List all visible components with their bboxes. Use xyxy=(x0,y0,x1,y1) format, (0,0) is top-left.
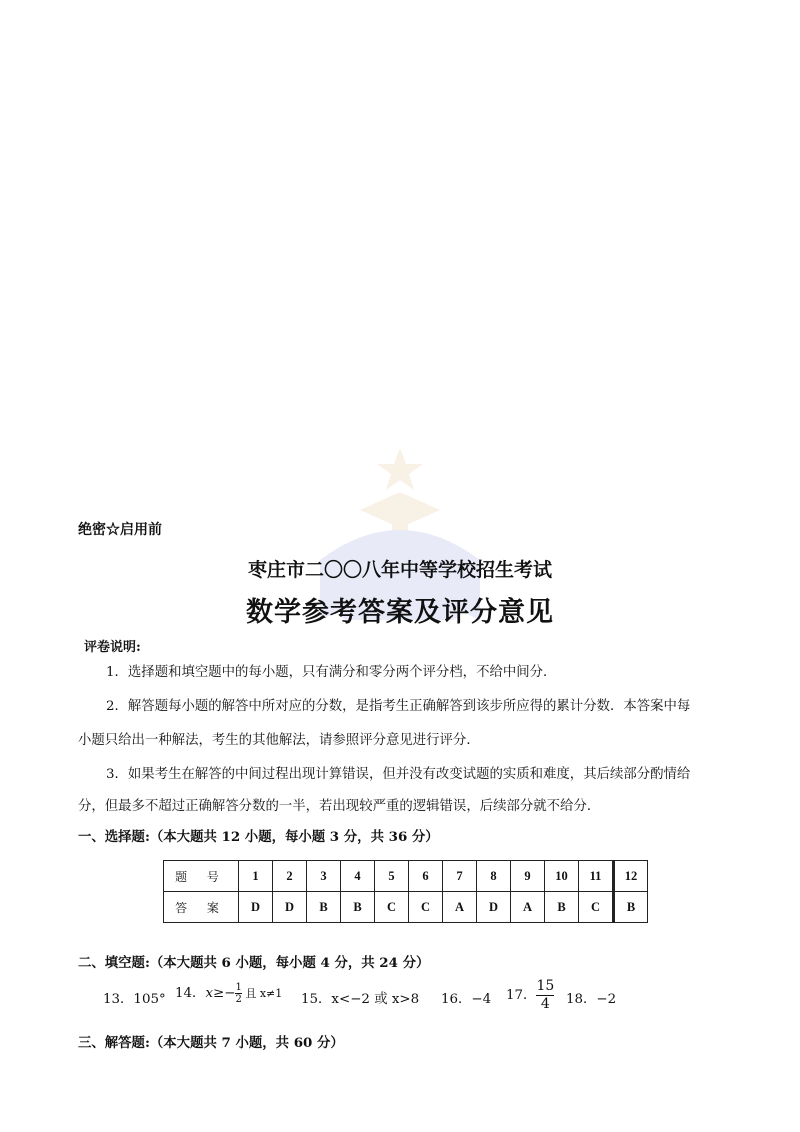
note-item-2-line-1: 2．解答题每小题的解答中所对应的分数，是指考生正确解答到该步所应得的累计分数．本答案中每 xyxy=(106,699,691,714)
answer-cell: C xyxy=(409,892,443,923)
answer-cell: B xyxy=(545,892,579,923)
answer-table xyxy=(163,860,648,923)
answer-cell: A xyxy=(511,892,545,923)
grading-notes-heading: 评卷说明: xyxy=(84,640,141,655)
fraction-numerator: 15 xyxy=(536,978,555,994)
answer-cell: B xyxy=(307,892,341,923)
answer-14 xyxy=(175,982,282,1005)
answer-13: 13．105° xyxy=(103,992,166,1007)
exam-title: 枣庄市二〇〇八年中等学校招生考试 xyxy=(247,559,552,581)
answer-cell: C xyxy=(579,892,614,923)
question-cell: 9 xyxy=(511,861,545,892)
question-cell: 7 xyxy=(443,861,477,892)
question-cell: 2 xyxy=(273,861,307,892)
section-3-heading: 三、解答题:（本大题共 7 小题，共 60 分） xyxy=(78,1035,344,1051)
answer-18: 18．−2 xyxy=(566,992,617,1007)
question-cell: 6 xyxy=(409,861,443,892)
answer-14-prefix: 14． xyxy=(175,986,206,1001)
fill-in-answers xyxy=(103,978,723,1018)
answer-17-prefix: 17． xyxy=(506,988,537,1003)
question-cell: 12 xyxy=(614,861,648,892)
fraction-denominator: 4 xyxy=(540,996,550,1012)
fraction-one-half xyxy=(235,982,241,1005)
row-label-question: 题 号 xyxy=(164,861,239,892)
answer-row xyxy=(164,892,648,923)
answer-cell: D xyxy=(273,892,307,923)
answer-cell: D xyxy=(239,892,273,923)
answer-cell: B xyxy=(341,892,375,923)
document-title: 数学参考答案及评分意见 xyxy=(246,597,554,628)
answer-16: 16．−4 xyxy=(441,992,492,1007)
note-item-3-line-1: 3．如果考生在解答的中间过程出现计算错误，但并没有改变试题的实质和难度，其后续部分酌情给 xyxy=(106,767,691,782)
question-number-row xyxy=(164,861,648,892)
question-cell: 4 xyxy=(341,861,375,892)
question-cell: 8 xyxy=(477,861,511,892)
answer-cell: A xyxy=(443,892,477,923)
question-cell: 5 xyxy=(375,861,409,892)
fraction-denominator: 2 xyxy=(235,994,242,1005)
answer-14-var: x xyxy=(205,986,213,1001)
fraction-numerator: 1 xyxy=(235,982,242,993)
answer-cell: B xyxy=(614,892,648,923)
answer-cell: C xyxy=(375,892,409,923)
secret-label: 绝密☆启用前 xyxy=(78,522,162,538)
answer-15: 15．x<−2 或 x>8 xyxy=(301,992,420,1007)
section-1-heading: 一、选择题:（本大题共 12 小题，每小题 3 分，共 36 分） xyxy=(78,829,439,845)
note-item-2-line-2: 小题只给出一种解法，考生的其他解法，请参照评分意见进行评分． xyxy=(78,733,480,748)
answer-14-relation: ≥− xyxy=(213,986,236,1001)
answer-cell: D xyxy=(477,892,511,923)
question-cell: 3 xyxy=(307,861,341,892)
section-2-heading: 二、填空题:（本大题共 6 小题，每小题 4 分，共 24 分） xyxy=(78,955,430,971)
answer-17 xyxy=(506,978,554,1013)
fraction-fifteen-fourths xyxy=(536,978,554,1013)
question-cell: 1 xyxy=(239,861,273,892)
row-label-answer: 答 案 xyxy=(164,892,239,923)
question-cell: 10 xyxy=(545,861,579,892)
note-item-3-line-2: 分，但最多不超过正确解答分数的一半，若出现较严重的逻辑错误，后续部分就不给分． xyxy=(78,799,601,814)
note-item-1: 1．选择题和填空题中的每小题，只有满分和零分两个评分档，不给中间分． xyxy=(106,665,557,680)
answer-14-suffix: 且 x≠1 xyxy=(241,987,283,1000)
question-cell: 11 xyxy=(579,861,614,892)
